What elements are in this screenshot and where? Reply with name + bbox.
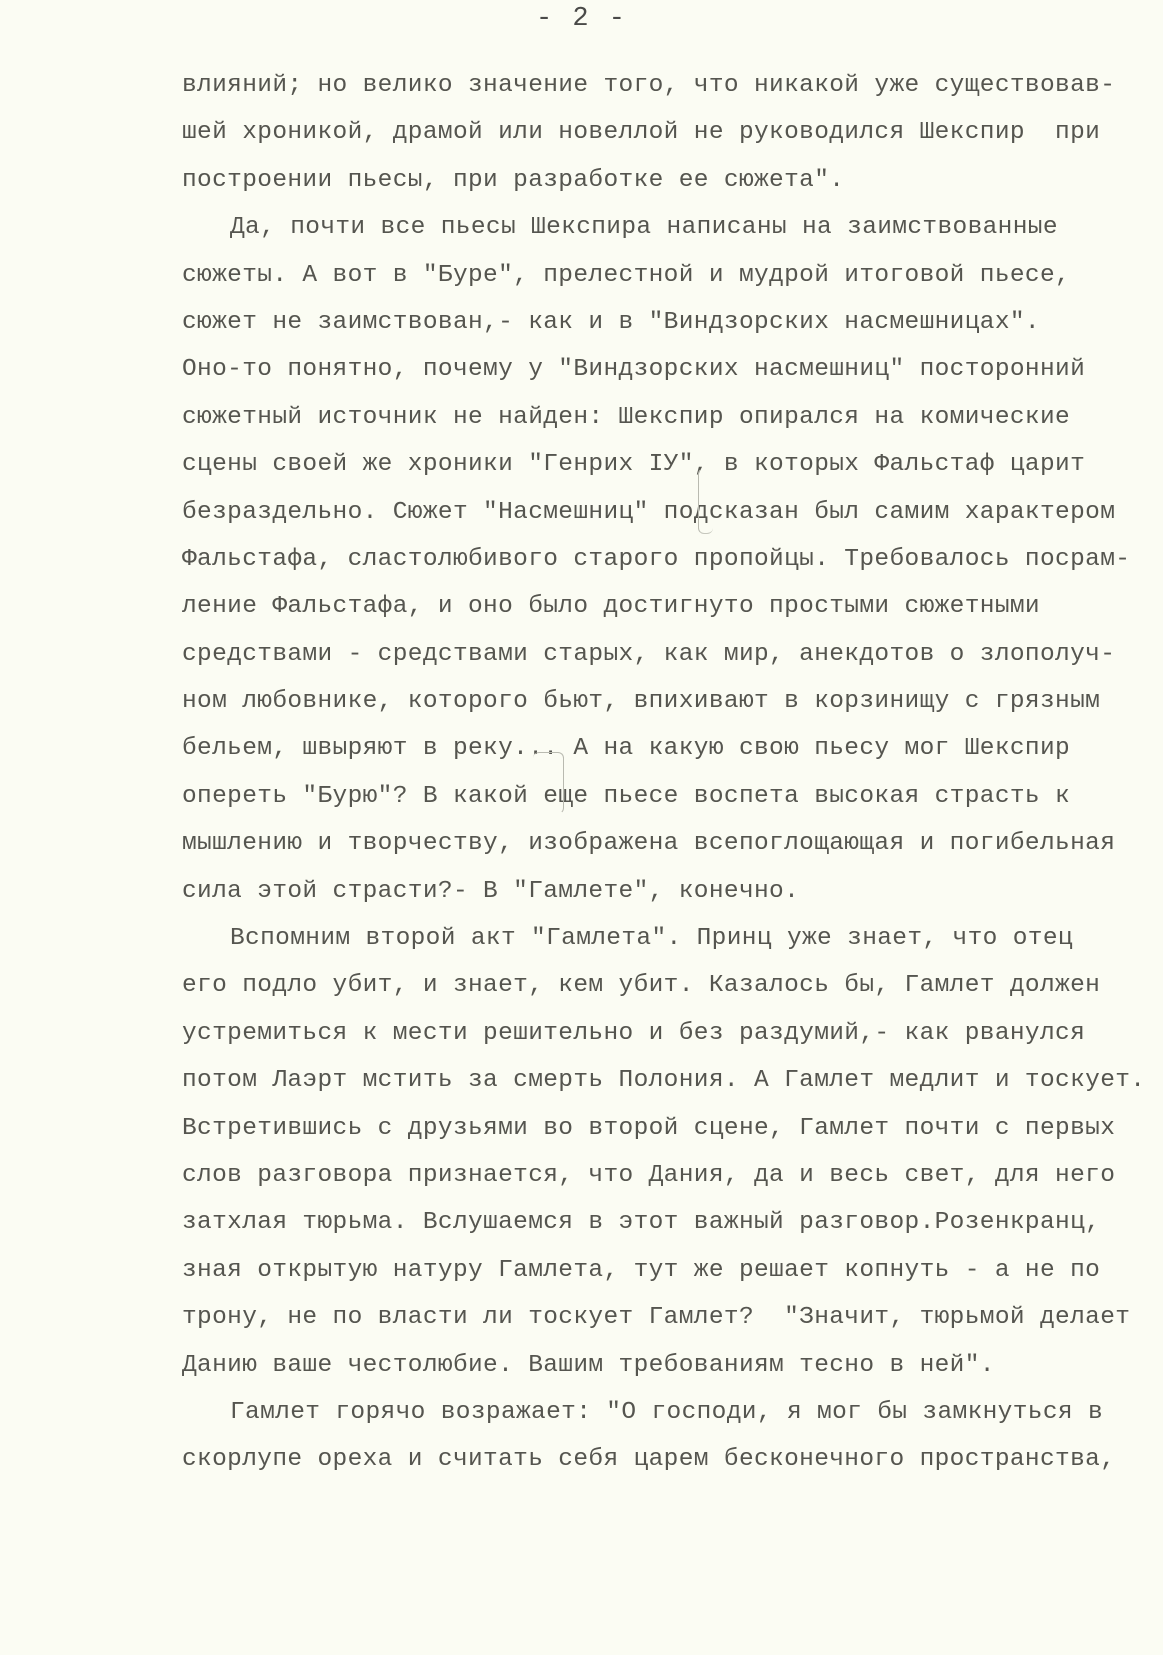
pencil-bracket-mark xyxy=(698,468,713,534)
text-line: мышлению и творчеству, изображена всепоглощающая и погибельная xyxy=(182,830,1116,858)
text-line: влияний; но велико значение того, что никакой уже существовав- xyxy=(182,72,1116,99)
text-line: Оно-то понятно, почему у "Виндзорских насмешниц" посторонний xyxy=(182,356,1086,384)
text-line: Вспомним второй акт "Гамлета". Принц уже знает, что отец xyxy=(230,925,1073,953)
text-line: бельем, швыряют в реку... А на какую свою пьесу мог Шекспир xyxy=(182,735,1071,763)
text-line: Гамлет горячо возражает: "О господи, я мог бы замкнуться в xyxy=(230,1398,1104,1426)
text-line: Да, почти все пьесы Шекспира написаны на заимствованные xyxy=(230,214,1058,242)
text-line: сюжетный источник не найден: Шекспир опирался на комические xyxy=(182,403,1071,431)
text-line: трону, не по власти ли тоскует Гамлет? "Значит, тюрьмой делает xyxy=(182,1304,1131,1332)
text-line: скорлупе ореха и считать себя царем бесконечного пространства, xyxy=(182,1446,1116,1474)
text-line: устремиться к мести решительно и без раздумий,- как рванулся xyxy=(182,1019,1086,1047)
text-line: затхлая тюрьма. Вслушаемся в этот важный разговор.Розенкранц, xyxy=(182,1209,1101,1237)
page-body-text xyxy=(182,62,1146,1484)
pencil-bracket-mark xyxy=(533,752,564,814)
text-line: безраздельно. Сюжет "Насмешниц" подсказан был самим характером xyxy=(182,498,1116,526)
text-line: сюжеты. А вот в "Буре", прелестной и мудрой итоговой пьесе, xyxy=(182,261,1071,289)
text-line: его подло убит, и знает, кем убит. Казалось бы, Гамлет должен xyxy=(182,972,1101,1000)
text-line: сила этой страсти?- В "Гамлете", конечно. xyxy=(182,877,800,905)
text-line: построении пьесы, при разработке ее сюжета". xyxy=(182,166,845,194)
text-line: шей хроникой, драмой или новеллой не руководился Шекспир при xyxy=(182,119,1101,147)
text-line: средствами - средствами старых, как мир, анекдотов о злополуч- xyxy=(182,640,1116,668)
text-line: опереть "Бурю"? В какой еще пьесе воспета высокая страсть к xyxy=(182,782,1071,810)
text-line: потом Лаэрт мстить за смерть Полония. А Гамлет медлит и тоскует. xyxy=(182,1067,1146,1095)
text-line: слов разговора признается, что Дания, да и весь свет, для него xyxy=(182,1161,1116,1189)
text-line: сцены своей же хроники "Генрих IУ", в которых Фальстаф царит xyxy=(182,451,1086,479)
text-line: Встретившись с друзьями во второй сцене, Гамлет почти с первых xyxy=(182,1114,1116,1142)
text-line: зная открытую натуру Гамлета, тут же решает копнуть - а не по xyxy=(182,1256,1101,1284)
page-number: - 2 - xyxy=(535,4,627,34)
text-line: ном любовнике, которого бьют, впихивают в корзинищу с грязным xyxy=(182,688,1101,716)
text-line: Фальстафа, сластолюбивого старого пропойцы. Требовалось посрам- xyxy=(182,545,1131,573)
text-line: Данию ваше честолюбие. Вашим требованиям тесно в ней". xyxy=(182,1351,995,1379)
text-line: ление Фальстафа, и оно было достигнуто простыми сюжетными xyxy=(182,593,1040,621)
text-line: сюжет не заимствован,- как и в "Виндзорских насмешницах". xyxy=(182,308,1040,336)
